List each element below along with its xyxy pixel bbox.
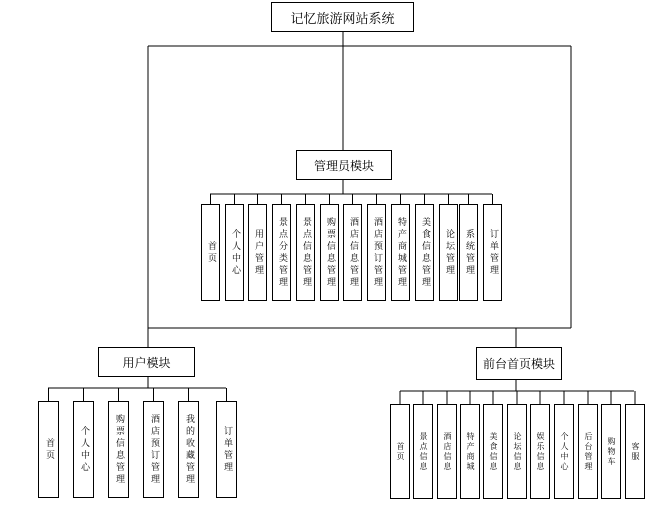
user-item-2: 个人中心 bbox=[73, 401, 94, 498]
user-item-3: 购票信息管理 bbox=[108, 401, 129, 498]
front-item-3: 酒店信息 bbox=[437, 404, 457, 499]
front-item-7: 娱乐信息 bbox=[530, 404, 550, 499]
front-item-5: 美食信息 bbox=[483, 404, 503, 499]
admin-item-9: 特产商城管理 bbox=[391, 204, 410, 301]
admin-item-11: 论坛管理 bbox=[439, 204, 458, 301]
admin-item-5: 景点信息管理 bbox=[296, 204, 315, 301]
user-module-box: 用户模块 bbox=[98, 347, 195, 377]
front-item-11: 客服 bbox=[625, 404, 645, 499]
front-item-1: 首页 bbox=[390, 404, 410, 499]
front-item-10: 购物车 bbox=[601, 404, 621, 499]
front-module-box: 前台首页模块 bbox=[476, 347, 562, 380]
front-item-6: 论坛信息 bbox=[507, 404, 527, 499]
admin-item-12: 系统管理 bbox=[459, 204, 478, 301]
front-item-2: 景点信息 bbox=[413, 404, 433, 499]
admin-module-box: 管理员模块 bbox=[296, 150, 392, 180]
admin-item-2: 个人中心 bbox=[225, 204, 244, 301]
admin-item-8: 酒店预订管理 bbox=[367, 204, 386, 301]
admin-item-7: 酒店信息管理 bbox=[343, 204, 362, 301]
user-item-6: 订单管理 bbox=[216, 401, 237, 498]
front-item-8: 个人中心 bbox=[554, 404, 574, 499]
admin-item-3: 用户管理 bbox=[248, 204, 267, 301]
user-item-5: 我的收藏管理 bbox=[178, 401, 199, 498]
front-item-4: 特产商城 bbox=[460, 404, 480, 499]
front-item-9: 后台管理 bbox=[578, 404, 598, 499]
admin-item-10: 美食信息管理 bbox=[415, 204, 434, 301]
system-root-box: 记忆旅游网站系统 bbox=[271, 2, 414, 32]
admin-item-6: 购票信息管理 bbox=[320, 204, 339, 301]
admin-item-4: 景点分类管理 bbox=[272, 204, 291, 301]
user-item-1: 首页 bbox=[38, 401, 59, 498]
admin-item-1: 首页 bbox=[201, 204, 220, 301]
admin-item-13: 订单管理 bbox=[483, 204, 502, 301]
user-item-4: 酒店预订管理 bbox=[143, 401, 164, 498]
